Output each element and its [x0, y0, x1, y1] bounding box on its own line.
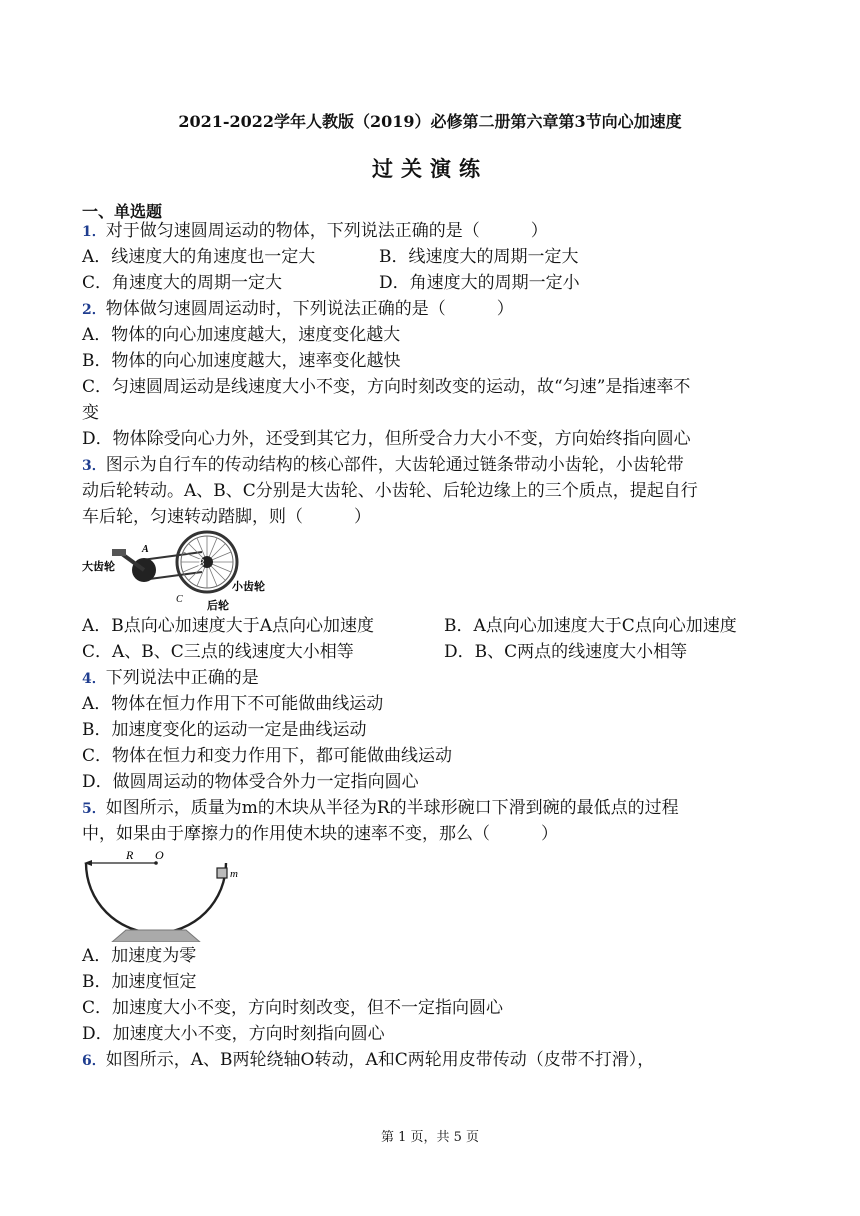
- question-1-options-row-2: [82, 273, 812, 293]
- question-5-number: 5．: [82, 801, 106, 817]
- question-2-option-d: D．物体除受向心力外，还受到其它力，但所受合力大小不变，方向始终指向圆心: [82, 429, 691, 449]
- label-o: O: [155, 848, 164, 862]
- question-3-option-a: A．B点向心加速度大于A点向心加速度: [82, 616, 375, 636]
- question-1-options-row-1: [82, 247, 812, 267]
- question-1-number: 1．: [82, 224, 106, 240]
- question-4-option-c: C．物体在恒力和变力作用下，都可能做曲线运动: [82, 746, 453, 766]
- question-5-stem-line-1: 5．如图所示，质量为m的木块从半径为R的半球形碗口下滑到碗的最低点的过程: [82, 798, 679, 818]
- question-1-option-b: B．线速度大的周期一定大: [379, 247, 579, 267]
- question-5-option-d: D．加速度大小不变，方向时刻指向圆心: [82, 1024, 385, 1044]
- question-1-option-d: D．角速度大的周期一定小: [379, 273, 580, 293]
- page-footer: 第 1 页，共 5 页: [380, 1130, 480, 1145]
- question-1-option-c: C．角速度大的周期一定大: [82, 273, 283, 293]
- bowl-base: [112, 930, 200, 942]
- label-m: m: [230, 868, 238, 880]
- question-3-number: 3．: [82, 458, 106, 474]
- label-point-a: A: [142, 544, 149, 555]
- question-3-option-c: C．A、B、C三点的线速度大小相等: [82, 642, 354, 662]
- label-big-gear: 大齿轮: [82, 560, 115, 573]
- document-subtitle: 过关演练: [372, 156, 488, 181]
- question-2-option-a: A．物体的向心加速度越大，速度变化越大: [82, 325, 401, 345]
- bowl-arc: [86, 863, 226, 933]
- label-rear-wheel: 后轮: [207, 599, 229, 612]
- question-5-option-a: A．加速度为零: [82, 946, 197, 966]
- question-4-number: 4．: [82, 671, 106, 687]
- question-4-option-d: D．做圆周运动的物体受合外力一定指向圆心: [82, 772, 419, 792]
- question-2-number: 2．: [82, 302, 106, 318]
- question-5-option-b: B．加速度恒定: [82, 972, 197, 992]
- question-5-option-c: C．加速度大小不变，方向时刻改变，但不一定指向圆心: [82, 998, 504, 1018]
- question-3-option-d: D．B、C两点的线速度大小相等: [444, 642, 688, 662]
- question-2-option-c-continued: 变: [82, 403, 99, 423]
- question-3-option-b: B．A点向心加速度大于C点向心加速度: [444, 616, 737, 636]
- label-small-gear: 小齿轮: [232, 580, 265, 593]
- label-point-b: B: [198, 558, 205, 569]
- question-3-stem-line-1: 3．图示为自行车的传动结构的核心部件，大齿轮通过链条带动小齿轮，小齿轮带: [82, 455, 684, 475]
- question-3-options-row-2: [82, 642, 812, 662]
- question-1-stem: 1．对于做匀速圆周运动的物体，下列说法正确的是（ ）: [82, 221, 548, 241]
- question-3-options-row-1: [82, 616, 812, 636]
- hemispherical-bowl-figure: [82, 846, 252, 942]
- question-2-option-b: B．物体的向心加速度越大，速率变化越快: [82, 351, 401, 371]
- question-3-stem-line-3: 车后轮，匀速转动踏脚，则（ ）: [82, 507, 371, 527]
- question-4-option-b: B．加速度变化的运动一定是曲线运动: [82, 720, 367, 740]
- document-title: 2021-2022学年人教版（2019）必修第二册第六章第3节向心加速度: [178, 112, 682, 131]
- question-2-option-c: C．匀速圆周运动是线速度大小不变，方向时刻改变的运动，故“匀速”是指速率不: [82, 377, 691, 397]
- pedal: [112, 549, 126, 556]
- block-m: [217, 868, 227, 878]
- label-r: R: [126, 848, 134, 862]
- question-1-option-a: A．线速度大的角速度也一定大: [82, 247, 316, 267]
- label-point-c: C: [176, 594, 183, 605]
- section-heading: 一、单选题: [82, 202, 163, 221]
- question-2-stem: 2．物体做匀速圆周运动时，下列说法正确的是（ ）: [82, 299, 514, 319]
- question-6-stem: 6．如图所示，A、B两轮绕轴O转动，A和C两轮用皮带传动（皮带不打滑），: [82, 1050, 655, 1070]
- question-4-option-a: A．物体在恒力作用下不可能做曲线运动: [82, 694, 384, 714]
- question-5-stem-line-2: 中，如果由于摩擦力的作用使木块的速率不变，那么（ ）: [82, 824, 558, 844]
- question-6-number: 6．: [82, 1053, 106, 1069]
- question-3-stem-line-2: 动后轮转动。A、B、C分别是大齿轮、小齿轮、后轮边缘上的三个质点，提起自行: [82, 481, 698, 501]
- question-4-stem: 4．下列说法中正确的是: [82, 668, 259, 688]
- bicycle-drivetrain-figure: [82, 530, 282, 612]
